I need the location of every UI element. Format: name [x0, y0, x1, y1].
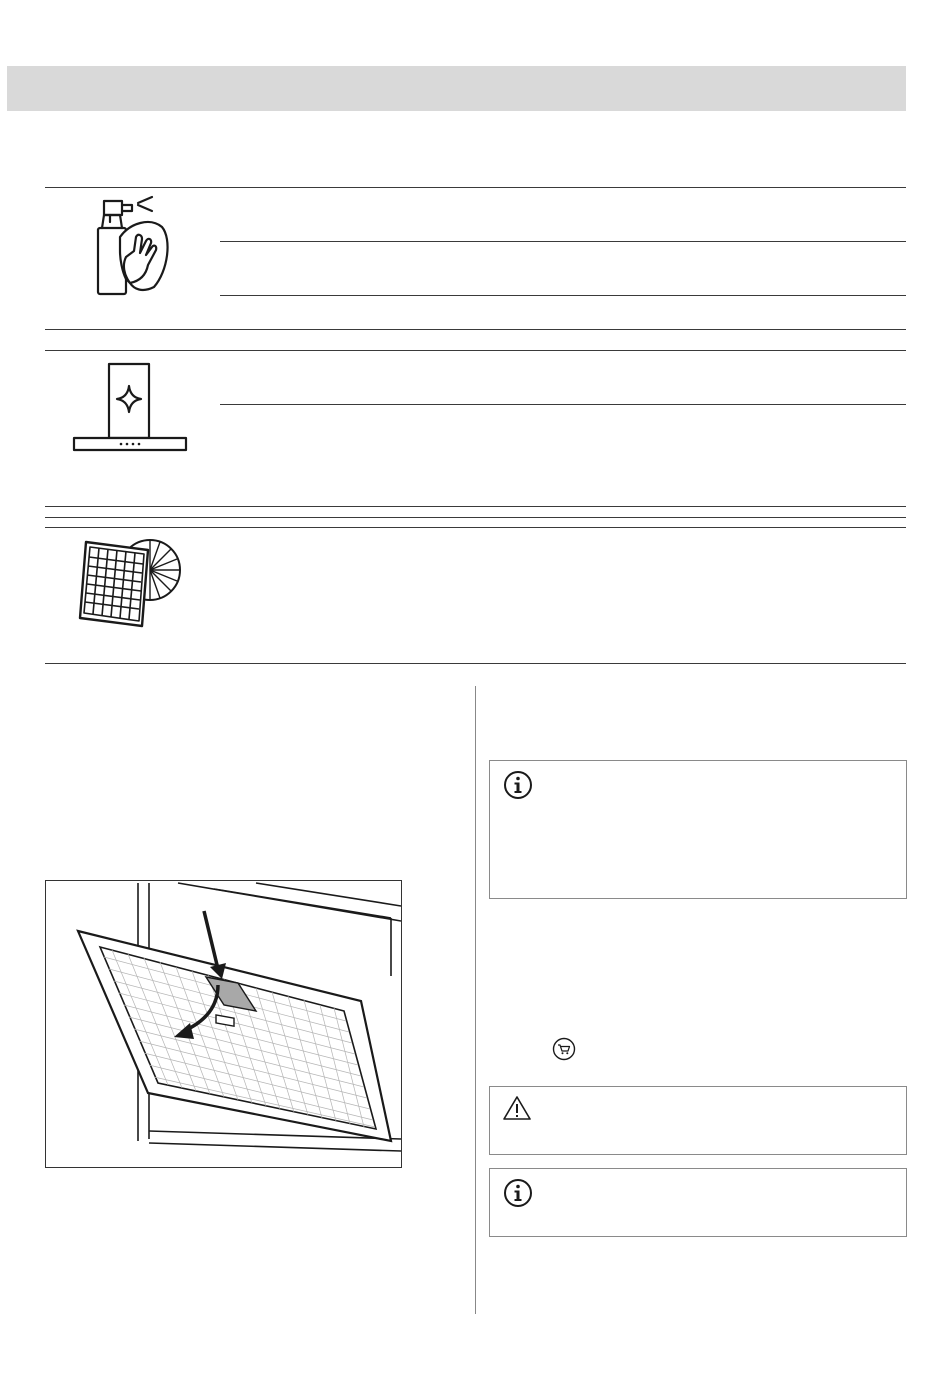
- table-top-rule: [45, 517, 906, 518]
- table-top-rule: [45, 350, 906, 351]
- table-bottom-rule: [45, 329, 906, 330]
- filter-removal-illustration: [45, 880, 402, 1168]
- info-icon: [502, 1177, 534, 1214]
- info-note-box: [489, 760, 907, 899]
- cooker-hood-clean-icon: [72, 362, 188, 454]
- warning-icon: [502, 1095, 532, 1126]
- spray-cloth-icon: [90, 195, 170, 299]
- table-row-divider: [220, 241, 906, 242]
- table-row-divider: [220, 404, 906, 405]
- warning-note-box: [489, 1086, 907, 1155]
- grease-filter-icon: [76, 532, 184, 632]
- info-icon: [502, 769, 534, 806]
- table-top-rule: [45, 527, 906, 528]
- filter-removal-drawing: [46, 881, 401, 1167]
- shopping-cart-icon: [552, 1037, 576, 1066]
- table-bottom-rule: [45, 506, 906, 507]
- table-bottom-rule: [45, 663, 906, 664]
- info-note-box: [489, 1168, 907, 1237]
- column-divider: [475, 686, 476, 1314]
- table-row-divider: [220, 295, 906, 296]
- section-header-bar: [7, 66, 906, 111]
- table-top-rule: [45, 187, 906, 188]
